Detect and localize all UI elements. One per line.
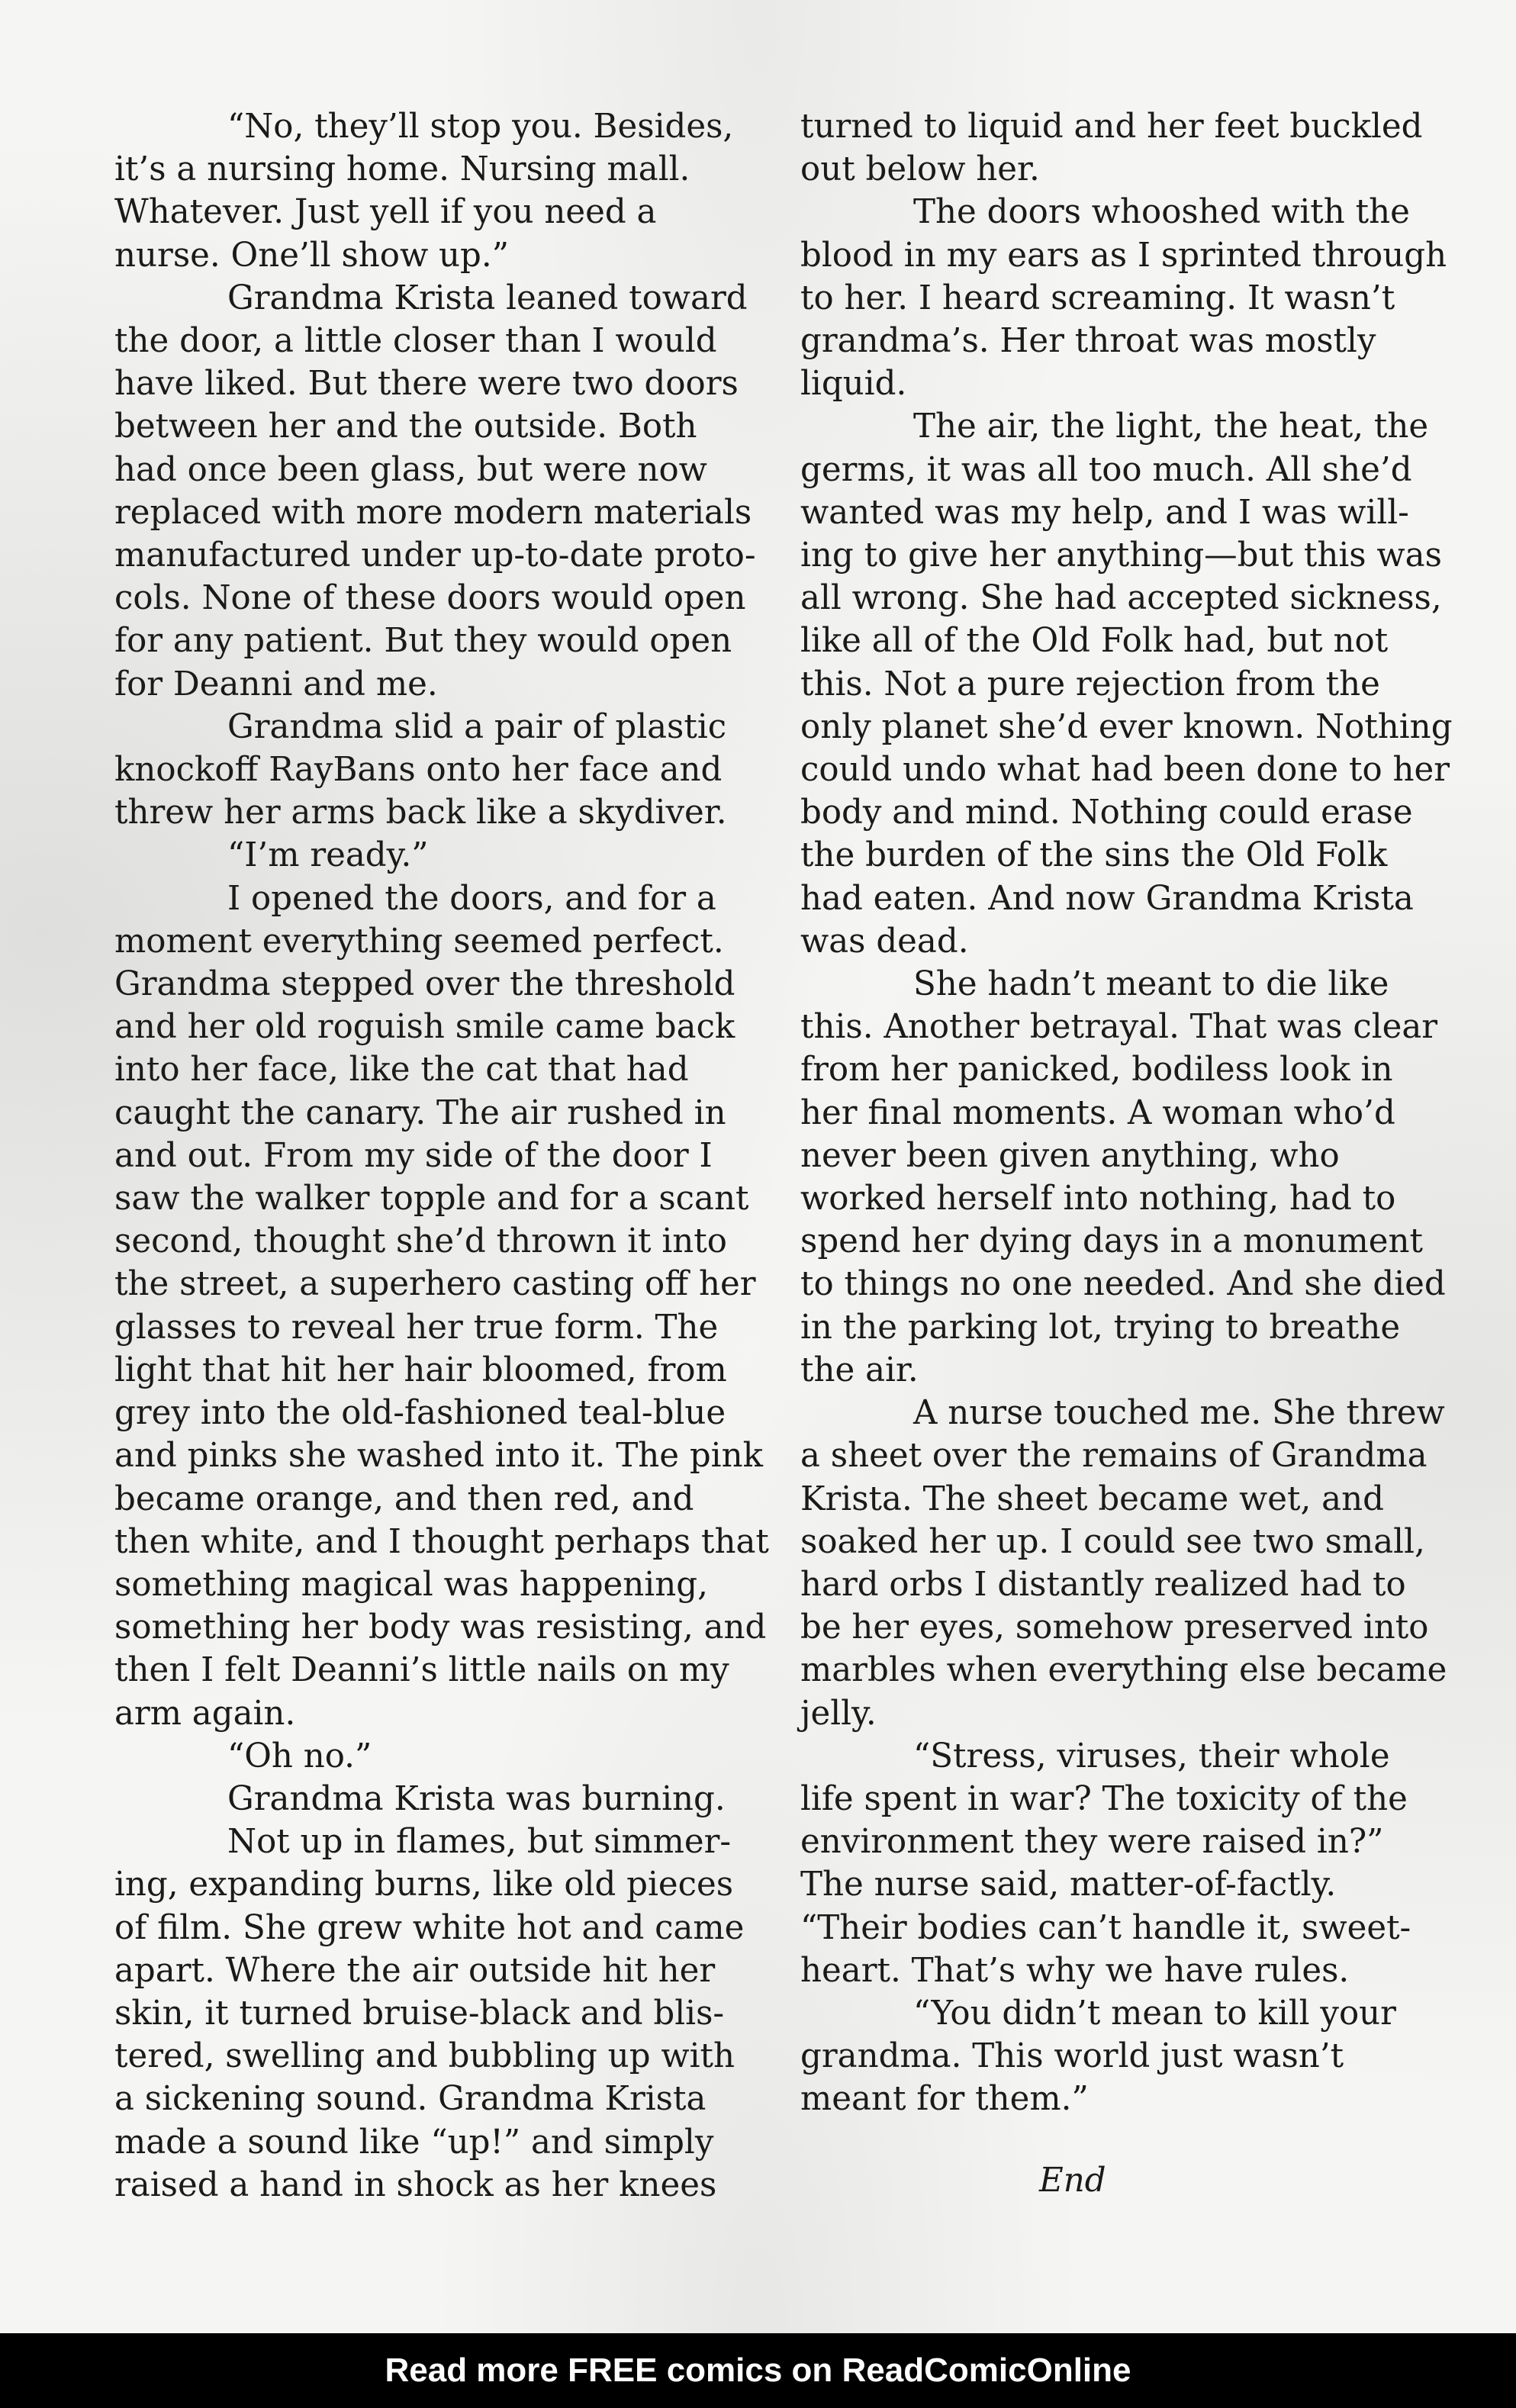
story-line: Krista. The sheet became wet, and: [800, 1479, 1384, 1518]
story-line: hard orbs I distantly realized had to: [800, 1565, 1406, 1604]
story-line: Not up in flames, but simmer-: [227, 1823, 732, 1862]
story-line: The air, the light, the heat, the: [913, 407, 1429, 446]
story-line: “Stress, viruses, their whole: [913, 1737, 1390, 1775]
story-line: the air.: [800, 1350, 919, 1389]
story-line: She hadn’t meant to die like: [913, 965, 1389, 1004]
story-end-label: End: [1039, 2161, 1106, 2200]
story-line: I opened the doors, and for a: [227, 879, 716, 918]
story-line: environment they were raised in?”: [800, 1823, 1384, 1862]
story-line: tered, swelling and bubbling up with: [114, 2037, 735, 2076]
story-line: body and mind. Nothing could erase: [800, 794, 1413, 832]
story-line: the door, a little closer than I would: [114, 322, 717, 361]
story-column-right: [800, 105, 1453, 2202]
story-line: to her. I heard screaming. It wasn’t: [800, 278, 1395, 317]
story-line: it’s a nursing home. Nursing mall.: [114, 150, 690, 189]
story-line: “No, they’ll stop you. Besides,: [227, 108, 734, 146]
story-line: from her panicked, bodiless look in: [800, 1051, 1393, 1090]
story-line: like all of the Old Folk had, but not: [800, 622, 1389, 661]
story-line: “Oh no.”: [227, 1737, 372, 1775]
story-line: was dead.: [800, 922, 969, 961]
story-line: for any patient. But they would open: [114, 622, 732, 661]
story-line: marbles when everything else became: [800, 1651, 1447, 1690]
story-line: became orange, and then red, and: [114, 1479, 694, 1518]
story-line: skin, it turned bruise-black and blis-: [114, 1994, 725, 2033]
story-line: The nurse said, matter-of-factly.: [800, 1866, 1337, 1904]
story-line: meant for them.”: [800, 2080, 1089, 2119]
story-line: saw the walker topple and for a scant: [114, 1180, 749, 1218]
story-line: between her and the outside. Both: [114, 407, 697, 446]
footer-banner-text[interactable]: Read more FREE comics on ReadComicOnline: [385, 2352, 1131, 2389]
story-line: “I’m ready.”: [227, 836, 429, 875]
story-line: then I felt Deanni’s little nails on my: [114, 1651, 729, 1690]
story-line: liquid.: [800, 365, 907, 404]
story-line: all wrong. She had accepted sickness,: [800, 579, 1442, 618]
story-line: a sheet over the remains of Grandma: [800, 1437, 1427, 1476]
story-line: out below her.: [800, 150, 1040, 189]
story-line: moment everything seemed perfect.: [114, 922, 724, 961]
story-line: ing, expanding burns, like old pieces: [114, 1866, 734, 1904]
story-line: then white, and I thought perhaps that: [114, 1522, 769, 1561]
story-line: jelly.: [800, 1694, 877, 1733]
story-line: of film. She grew white hot and came: [114, 1908, 745, 1947]
story-line: something magical was happening,: [114, 1565, 708, 1604]
story-line: in the parking lot, trying to breathe: [800, 1308, 1401, 1347]
story-line: heart. That’s why we have rules.: [800, 1951, 1350, 1990]
story-line: turned to liquid and her feet buckled: [800, 108, 1423, 146]
story-line: arm again.: [114, 1694, 296, 1733]
story-line: only planet she’d ever known. Nothing: [800, 707, 1453, 746]
story-line: “You didn’t mean to kill your: [913, 1994, 1396, 2033]
story-line: blood in my ears as I sprinted through: [800, 236, 1447, 275]
story-line: something her body was resisting, and: [114, 1608, 767, 1647]
story-line: wanted was my help, and I was will-: [800, 493, 1409, 532]
story-line: grandma. This world just wasn’t: [800, 2037, 1344, 2076]
story-line: apart. Where the air outside hit her: [114, 1951, 716, 1990]
story-line: A nurse touched me. She threw: [913, 1394, 1445, 1433]
story-line: for Deanni and me.: [114, 665, 438, 703]
story-line: the street, a superhero casting off her: [114, 1265, 756, 1304]
story-line: ing to give her anything—but this was: [800, 536, 1442, 575]
story-line: grandma’s. Her throat was mostly: [800, 322, 1376, 361]
story-line: knockoff RayBans onto her face and: [114, 751, 723, 790]
story-line: light that hit her hair bloomed, from: [114, 1350, 727, 1389]
story-line: Whatever. Just yell if you need a: [114, 193, 657, 232]
story-line: threw her arms back like a skydiver.: [114, 794, 727, 832]
story-line: her final moments. A woman who’d: [800, 1093, 1395, 1132]
footer-banner[interactable]: [0, 2333, 1516, 2408]
story-line: had once been glass, but were now: [114, 450, 707, 489]
story-line: never been given anything, who: [800, 1136, 1340, 1175]
story-line: Grandma slid a pair of plastic: [227, 707, 727, 746]
story-line: grey into the old-fashioned teal-blue: [114, 1394, 726, 1433]
story-line: second, thought she’d thrown it into: [114, 1222, 727, 1261]
story-line: a sickening sound. Grandma Krista: [114, 2080, 707, 2119]
story-line: “Their bodies can’t handle it, sweet-: [800, 1908, 1411, 1947]
story-line: cols. None of these doors would open: [114, 579, 746, 618]
story-line: and her old roguish smile came back: [114, 1008, 735, 1047]
story-line: Grandma Krista leaned toward: [227, 278, 748, 317]
story-line: The doors whooshed with the: [913, 193, 1410, 232]
story-line: could undo what had been done to her: [800, 751, 1450, 790]
story-line: made a sound like “up!” and simply: [114, 2123, 714, 2162]
story-line: life spent in war? The toxicity of the: [800, 1779, 1408, 1818]
story-line: germs, it was all too much. All she’d: [800, 450, 1412, 489]
story-line: Grandma Krista was burning.: [227, 1779, 726, 1818]
story-line: worked herself into nothing, had to: [800, 1180, 1396, 1218]
story-line: have liked. But there were two doors: [114, 365, 739, 404]
story-line: caught the canary. The air rushed in: [114, 1093, 726, 1132]
story-line: soaked her up. I could see two small,: [800, 1522, 1425, 1561]
story-line: the burden of the sins the Old Folk: [800, 836, 1388, 875]
story-line: and out. From my side of the door I: [114, 1136, 713, 1175]
story-line: glasses to reveal her true form. The: [114, 1308, 719, 1347]
story-line: this. Not a pure rejection from the: [800, 665, 1380, 703]
story-line: manufactured under up-to-date proto-: [114, 536, 756, 575]
story-line: be her eyes, somehow preserved into: [800, 1608, 1429, 1647]
story-line: spend her dying days in a monument: [800, 1222, 1423, 1261]
story-line: to things no one needed. And she died: [800, 1265, 1446, 1304]
story-line: and pinks she washed into it. The pink: [114, 1437, 763, 1476]
story-line: into her face, like the cat that had: [114, 1051, 689, 1090]
story-line: this. Another betrayal. That was clear: [800, 1008, 1438, 1047]
story-line: Grandma stepped over the threshold: [114, 965, 735, 1004]
story-line: nurse. One’ll show up.”: [114, 236, 509, 275]
story-line: had eaten. And now Grandma Krista: [800, 879, 1414, 918]
story-line: replaced with more modern materials: [114, 493, 752, 532]
story-line: raised a hand in shock as her knees: [114, 2165, 717, 2204]
story-column-left: [114, 105, 769, 2207]
